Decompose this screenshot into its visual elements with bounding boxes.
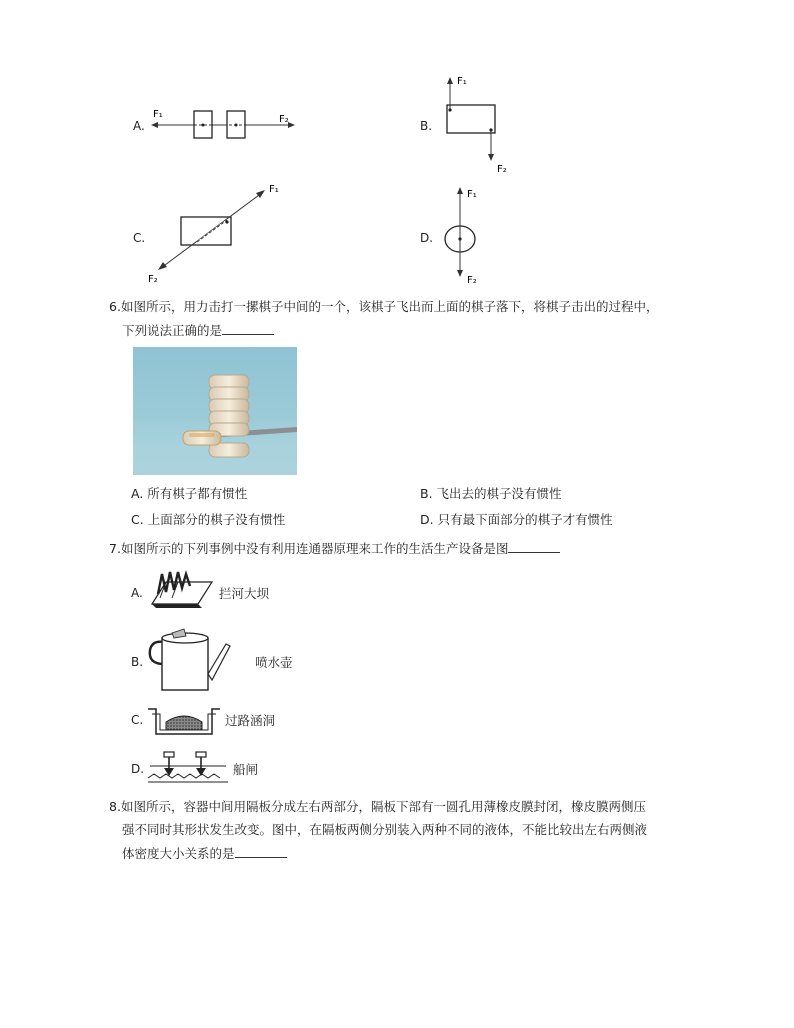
question-number: 7.	[109, 541, 121, 556]
f2-label: F₂	[279, 114, 289, 125]
f2-label: F₂	[148, 274, 158, 285]
option-letter: A.	[133, 119, 145, 133]
option-letter: C.	[133, 231, 146, 245]
question-number: 6.	[109, 299, 121, 314]
f2-label: F₂	[497, 164, 507, 175]
force-diagram-b	[435, 72, 525, 177]
f1-label: F₁	[467, 189, 477, 200]
question-number: 8.	[109, 799, 121, 814]
question-stem-cont: 强不同时其形状发生改变。图中，在隔板两侧分别装入两种不同的液体，不能比较出左右两侧液	[122, 822, 648, 837]
option-letter: B.	[420, 119, 433, 133]
option-text: 船闸	[233, 762, 259, 777]
option-letter: C.	[131, 512, 144, 527]
q6-option-b[interactable]	[420, 484, 562, 504]
question-6-line2	[122, 320, 274, 341]
option-letter: A.	[131, 586, 143, 600]
force-diagram-a	[145, 100, 305, 145]
f2-label: F₂	[467, 275, 477, 286]
question-7	[109, 538, 560, 559]
answer-blank[interactable]	[222, 320, 274, 335]
option-text: 上面部分的棋子没有惯性	[147, 512, 286, 527]
chess-stack-photo	[133, 347, 297, 475]
option-text: 只有最下面部分的棋子才有惯性	[437, 512, 613, 527]
question-8	[109, 797, 646, 817]
answer-blank[interactable]	[235, 843, 287, 858]
question-stem-cont: 体密度大小关系的是	[122, 846, 235, 861]
ship-lock-illustration	[146, 748, 232, 784]
f1-label: F₁	[457, 76, 467, 87]
question-stem-cont: 下列说法正确的是	[122, 323, 223, 338]
watering-can-illustration	[146, 624, 236, 696]
option-letter: D.	[420, 512, 434, 527]
option-letter: B.	[131, 655, 144, 669]
option-text: 喷水壶	[255, 655, 293, 670]
option-text: 拦河大坝	[219, 586, 270, 601]
option-text: 过路涵洞	[225, 713, 276, 728]
option-letter: D.	[131, 762, 145, 776]
question-8-line2	[122, 820, 647, 840]
option-text: 所有棋子都有惯性	[147, 486, 248, 501]
question-stem: 如图所示的下列事例中没有利用连通器原理来工作的生活生产设备是图	[120, 541, 509, 556]
force-diagram-d	[440, 183, 510, 288]
option-text: 飞出去的棋子没有惯性	[436, 486, 562, 501]
option-letter: D.	[420, 231, 434, 245]
q6-option-d[interactable]	[420, 510, 613, 530]
question-8-line3	[122, 843, 287, 864]
question-stem: 如图所示，容器中间用隔板分成左右两部分，隔板下部有一圆孔用薄橡皮膜封闭，橡皮膜两侧压	[120, 799, 646, 814]
option-letter: A.	[131, 486, 144, 501]
f1-label: F₁	[269, 184, 279, 195]
culvert-illustration	[146, 704, 222, 740]
dam-illustration	[148, 568, 218, 610]
option-letter: B.	[420, 486, 433, 501]
question-stem: 如图所示，用力击打一摞棋子中间的一个，该棋子飞出而上面的棋子落下，将棋子击出的过程中，	[120, 299, 659, 314]
f1-label: F₁	[153, 109, 163, 120]
q6-option-a[interactable]	[131, 484, 247, 504]
question-6	[109, 297, 658, 317]
q6-option-c[interactable]	[131, 510, 285, 530]
chess-stack-illustration	[133, 347, 297, 475]
option-letter: C.	[131, 713, 144, 727]
answer-blank[interactable]	[508, 538, 560, 553]
force-diagram-c	[145, 180, 295, 288]
